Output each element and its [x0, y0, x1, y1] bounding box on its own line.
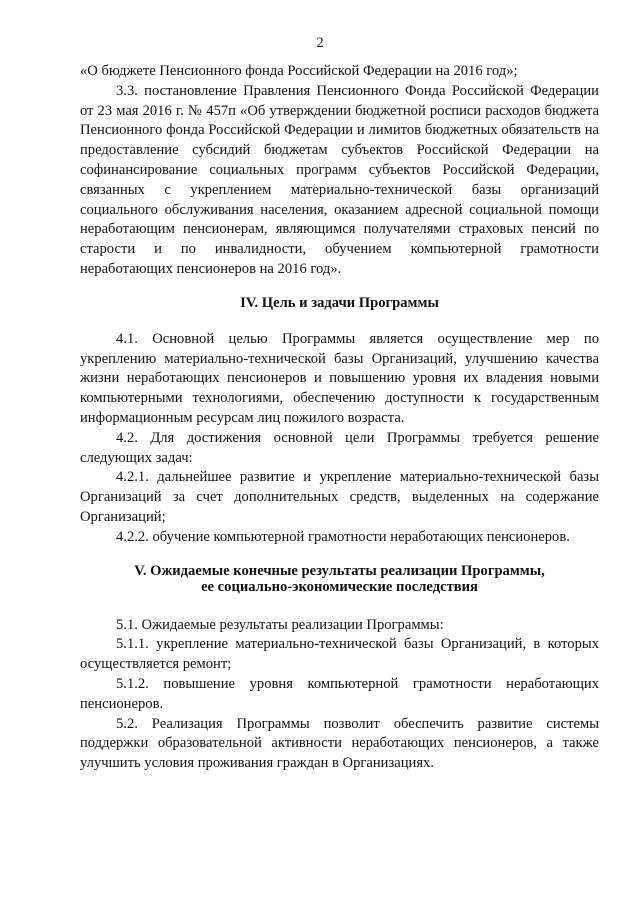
paragraph-3-3: 3.3. постановление Правления Пенсионного Фонда Российской Федерации от 23 мая 2016 г. № 457п «Об утверждении бюджетной росписи расходов бюджета Пенсионного фонда Российской Федерации и лимитов бюджетных обязательств на предоставление субсидий бюджетам субъектов Российской Федерации на софинансирование социальных программ субъектов Российской Федерации, связанных с укреплением материально-технической базы организаций социального обслуживания населения, оказанием адресной социальной помощи неработающим пенсионерам, являющимся получателями страховых пенсий по старости и по инвалидности, обучением компьютерной грамотности неработающих пенсионеров на 2016 год». [80, 82, 599, 277]
section-v-heading-line2: ее социально-экономические последствия [201, 578, 478, 595]
section-v-heading [80, 563, 599, 595]
section-iv-heading: IV. Цель и задачи Программы [240, 294, 439, 311]
paragraph-4-2: 4.2. Для достижения основной цели Программы требуется решение следующих задач: [80, 429, 599, 466]
paragraph-5-1: 5.1. Ожидаемые результаты реализации Программы: [116, 616, 444, 633]
paragraph-4-1: 4.1. Основной целью Программы является осуществление мер по укреплению материально-технической базы Организаций, улучшению качества жизни неработающих пенсионеров и повышению уровня их владения новыми компьютерными технологиями, обеспечению доступности к государственным информационным ресурсам лиц пожилого возраста. [80, 330, 599, 426]
paragraph-4-2-2: 4.2.2. обучение компьютерной грамотности неработающих пенсионеров. [116, 528, 570, 545]
paragraph-5-1-1: 5.1.1. укрепление материально-технической базы Организаций, в которых осуществляется ремонт; [80, 636, 599, 673]
document-body [80, 62, 599, 774]
page-number: 2 [316, 35, 324, 51]
paragraph-4-2-1: 4.2.1. дальнейшее развитие и укрепление материально-технической базы Организаций за счет дополнительных средств, выделенных на содержание Организаций; [80, 469, 599, 525]
paragraph-5-1-2: 5.1.2. повышение уровня компьютерной грамотности неработающих пенсионеров. [80, 675, 599, 712]
paragraph-budget-law: «О бюджете Пенсионного фонда Российской Федерации на 2016 год»; [80, 63, 518, 79]
paragraph-5-2: 5.2. Реализация Программы позволит обеспечить развитие системы поддержки образовательной активности неработающих пенсионеров, а также улучшить условия проживания граждан в Организациях. [80, 715, 599, 772]
section-v-heading-line1: V. Ожидаемые конечные результаты реализации Программы, [134, 562, 545, 579]
